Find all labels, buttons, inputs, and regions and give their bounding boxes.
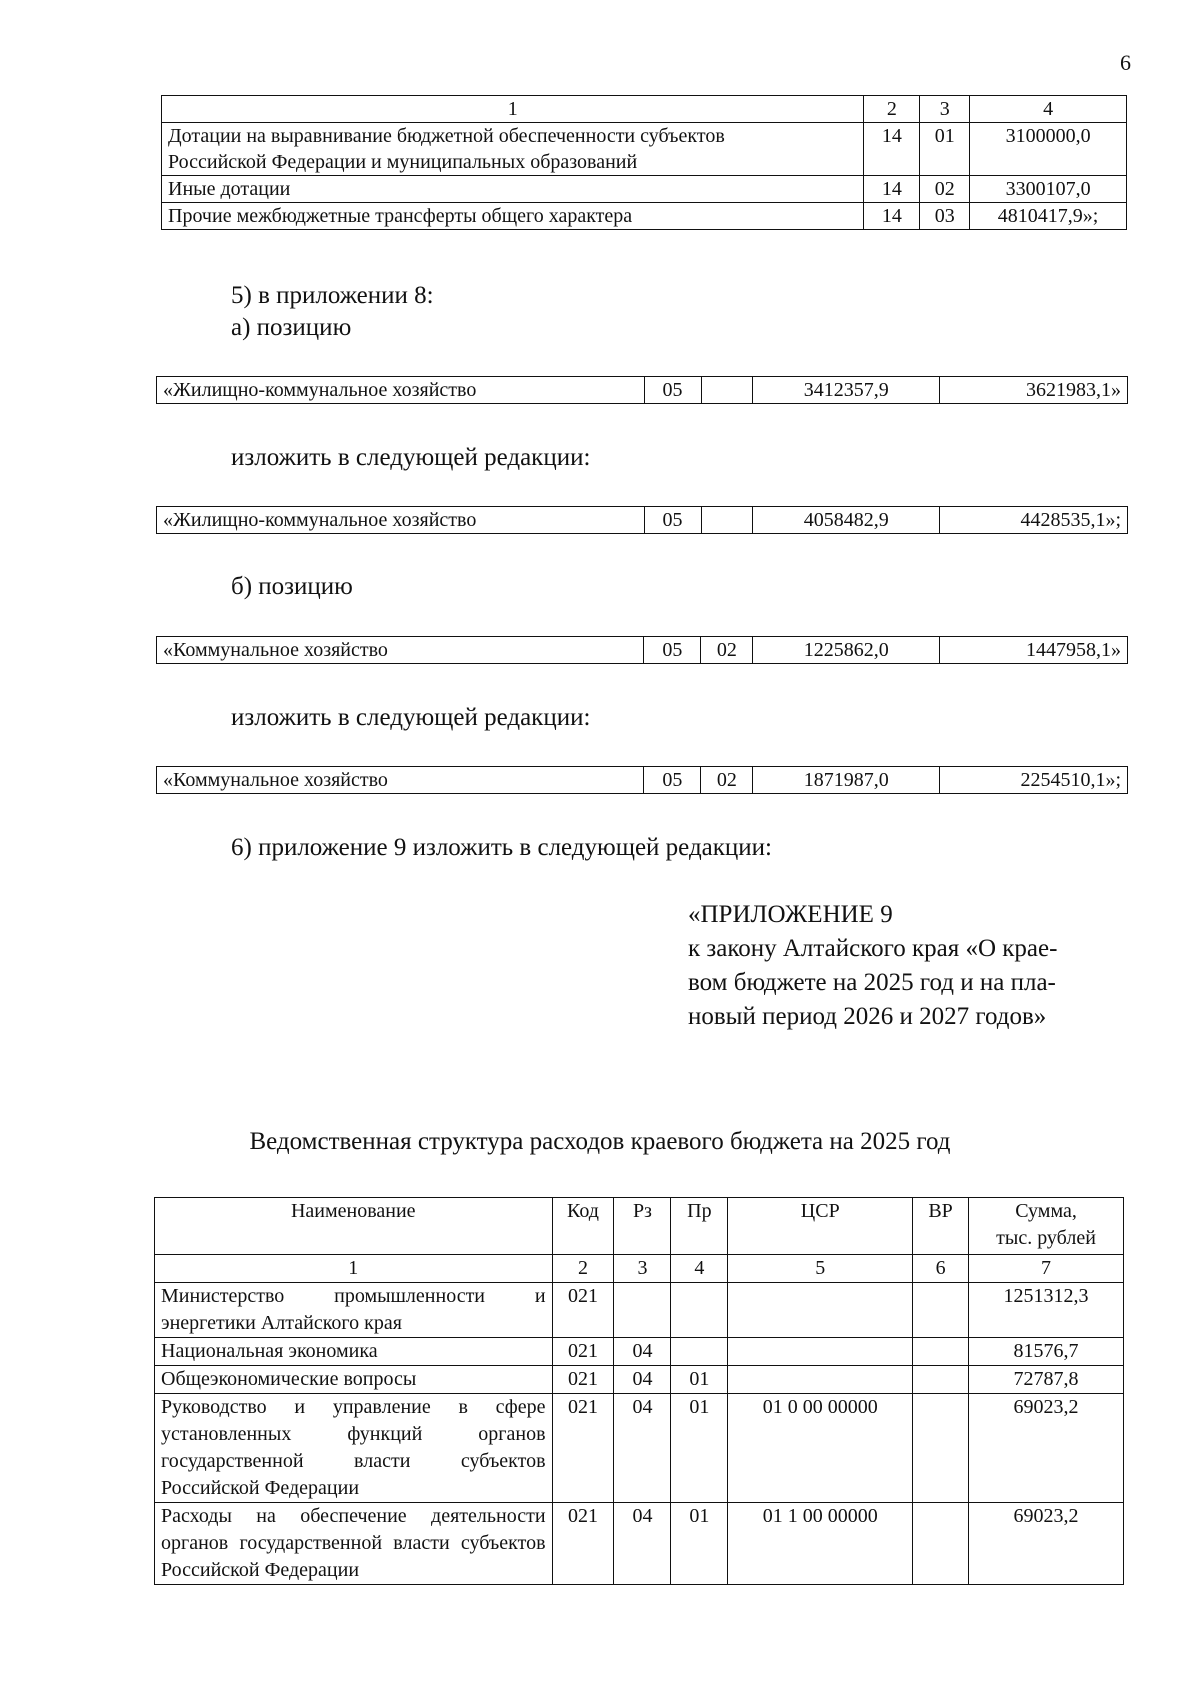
row-rz: 05 [644,637,701,664]
table-header-row [162,96,1127,123]
row-rz: 14 [864,123,920,176]
table-row [157,767,1128,794]
edit-instruction-1: изложить в следующей редакции: [231,444,591,471]
row-vr [913,1338,969,1366]
row-csr: 01 1 00 00000 [728,1503,913,1585]
position-a-new-table [156,506,1128,534]
table-row [157,637,1128,664]
row-csr [728,1366,913,1394]
table-row [155,1338,1124,1366]
header-kod: Код [552,1198,614,1255]
row-value-2025: 3412357,9 [753,377,940,404]
row-name: Иные дотации [162,176,864,203]
appendix-line: новый период 2026 и 2027 годов» [688,1003,1047,1030]
appendix-line: вом бюджете на 2025 год и на пла- [688,969,1056,996]
header-name: Наименование [155,1198,553,1255]
row-kod: 021 [552,1394,614,1503]
row-pr [701,507,753,534]
row-value-2025: 4058482,9 [753,507,940,534]
row-rz: 14 [864,203,920,230]
row-kod: 021 [552,1338,614,1366]
row-value-2026: 3621983,1» [940,377,1128,404]
row-rz: 04 [614,1394,671,1503]
row-pr: 01 [920,123,970,176]
column-number: 3 [614,1255,671,1283]
row-rz: 05 [644,507,701,534]
row-vr [913,1283,969,1338]
edit-instruction-2: изложить в следующей редакции: [231,704,591,731]
row-pr: 03 [920,203,970,230]
row-sum: 3100000,0 [970,123,1127,176]
column-number: 7 [969,1255,1124,1283]
row-vr [913,1366,969,1394]
row-csr: 01 0 00 00000 [728,1394,913,1503]
row-name: «Жилищно-коммунальное хозяйство [157,377,645,404]
row-rz [614,1283,671,1338]
page-number: 6 [1120,50,1131,75]
position-b-new-table [156,766,1128,794]
row-value-2026: 4428535,1»; [940,507,1128,534]
row-rz: 04 [614,1338,671,1366]
row-sum: 1251312,3 [969,1283,1124,1338]
header-vr: ВР [913,1198,969,1255]
row-value-2026: 2254510,1»; [940,767,1128,794]
table-row [162,123,1127,176]
header-cell: 2 [864,96,920,123]
appendix-line: к закону Алтайского края «О крае- [688,935,1058,962]
row-vr [913,1503,969,1585]
column-number: 4 [671,1255,728,1283]
column-number-row [155,1255,1124,1283]
top-table [161,95,1127,230]
column-number: 1 [155,1255,553,1283]
table-row [155,1394,1124,1503]
paragraph-b: б) позицию [231,573,353,600]
appendix-heading: «ПРИЛОЖЕНИЕ 9 [688,901,893,928]
row-sum: 72787,8 [969,1366,1124,1394]
row-rz: 04 [614,1366,671,1394]
table-row [162,203,1127,230]
paragraph-a: а) позицию [231,314,352,341]
column-number: 6 [913,1255,969,1283]
row-sum: 4810417,9»; [970,203,1127,230]
table-title: Ведомственная структура расходов краевого бюджета на 2025 год [249,1128,951,1155]
header-cell: 4 [970,96,1127,123]
row-pr: 01 [671,1366,728,1394]
row-rz: 05 [644,767,701,794]
row-name: «Коммунальное хозяйство [157,767,644,794]
row-pr: 02 [920,176,970,203]
row-csr [728,1283,913,1338]
header-csr: ЦСР [728,1198,913,1255]
row-kod: 021 [552,1503,614,1585]
column-number: 2 [552,1255,614,1283]
row-sum: 81576,7 [969,1338,1124,1366]
row-name: Руководство и управление в сфере установленных функций органов государственной власти субъектов Российской Федерации [155,1394,553,1503]
row-csr [728,1338,913,1366]
row-pr [671,1338,728,1366]
table-row [155,1503,1124,1585]
table-row [157,377,1128,404]
row-name: Расходы на обеспечение деятельности органов государственной власти субъектов Российской Федерации [155,1503,553,1585]
row-name: Дотации на выравнивание бюджетной обеспеченности субъектов Российской Федерации и муниципальных образований [162,123,864,176]
row-value-2025: 1225862,0 [753,637,940,664]
row-rz: 14 [864,176,920,203]
row-pr: 01 [671,1394,728,1503]
row-pr: 01 [671,1503,728,1585]
row-pr: 02 [701,767,753,794]
row-kod: 021 [552,1283,614,1338]
expenditure-table [154,1197,1124,1585]
table-row [162,176,1127,203]
header-sum: Сумма, тыс. рублей [969,1198,1124,1255]
row-pr: 02 [701,637,753,664]
row-rz: 05 [644,377,701,404]
table-row [155,1366,1124,1394]
position-b-old-table [156,636,1128,664]
row-pr [671,1283,728,1338]
column-number: 5 [728,1255,913,1283]
row-name: «Жилищно-коммунальное хозяйство [157,507,645,534]
header-pr: Пр [671,1198,728,1255]
row-name: «Коммунальное хозяйство [157,637,644,664]
row-kod: 021 [552,1366,614,1394]
row-name: Министерство промышленности и энергетики Алтайского края [155,1283,553,1338]
table-header-row [155,1198,1124,1255]
row-rz: 04 [614,1503,671,1585]
row-name: Общеэкономические вопросы [155,1366,553,1394]
row-sum: 69023,2 [969,1503,1124,1585]
header-rz: Рз [614,1198,671,1255]
position-a-old-table [156,376,1128,404]
appendix-header [688,898,1128,1034]
row-value-2025: 1871987,0 [753,767,940,794]
header-cell: 1 [162,96,864,123]
paragraph-5: 5) в приложении 8: [231,282,434,309]
row-pr [701,377,753,404]
row-value-2026: 1447958,1» [940,637,1128,664]
header-cell: 3 [920,96,970,123]
row-sum: 69023,2 [969,1394,1124,1503]
row-name: Прочие межбюджетные трансферты общего характера [162,203,864,230]
row-sum: 3300107,0 [970,176,1127,203]
table-row [155,1283,1124,1338]
row-vr [913,1394,969,1503]
paragraph-6: 6) приложение 9 изложить в следующей редакции: [231,834,772,861]
table-row [157,507,1128,534]
row-name: Национальная экономика [155,1338,553,1366]
